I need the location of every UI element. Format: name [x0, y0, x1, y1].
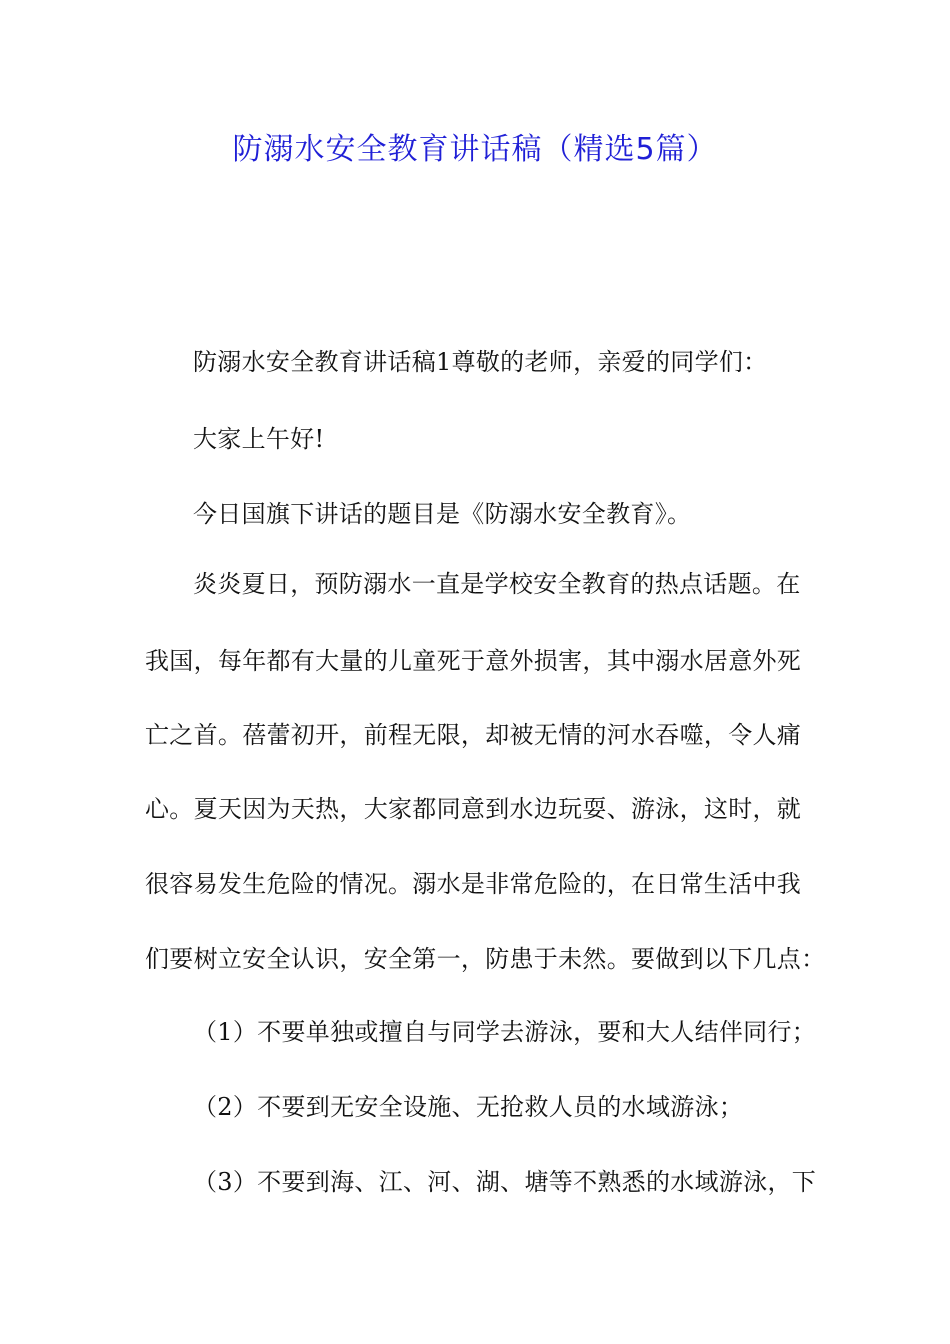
body-line: 心。夏天因为天热，大家都同意到水边玩耍、游泳，这时，就 — [145, 795, 802, 823]
paragraph-greeting: 防溺水安全教育讲话稿1尊敬的老师，亲爱的同学们： — [193, 348, 768, 376]
list-item: （3）不要到海、江、河、湖、塘等不熟悉的水域游泳，下 — [193, 1168, 817, 1196]
body-line: 我国，每年都有大量的儿童死于意外损害，其中溺水居意外死 — [145, 647, 802, 675]
paragraph-topic: 今日国旗下讲话的题目是《防溺水安全教育》。 — [193, 500, 692, 528]
paragraph-hello: 大家上午好! — [193, 425, 325, 453]
body-line: 亡之首。蓓蕾初开，前程无限，却被无情的河水吞噬，令人痛 — [145, 721, 802, 749]
document-title: 防溺水安全教育讲话稿（精选5篇） — [232, 132, 718, 167]
list-item: （2）不要到无安全设施、无抢救人员的水域游泳； — [193, 1093, 744, 1121]
body-line: 很容易发生危险的情况。溺水是非常危险的，在日常生活中我 — [145, 870, 802, 898]
body-line: 炎炎夏日，预防溺水一直是学校安全教育的热点话题。在 — [193, 570, 801, 598]
body-line: 们要树立安全认识，安全第一，防患于未然。要做到以下几点： — [145, 945, 826, 973]
list-item: （1）不要单独或擅自与同学去游泳，要和大人结伴同行； — [193, 1018, 817, 1046]
